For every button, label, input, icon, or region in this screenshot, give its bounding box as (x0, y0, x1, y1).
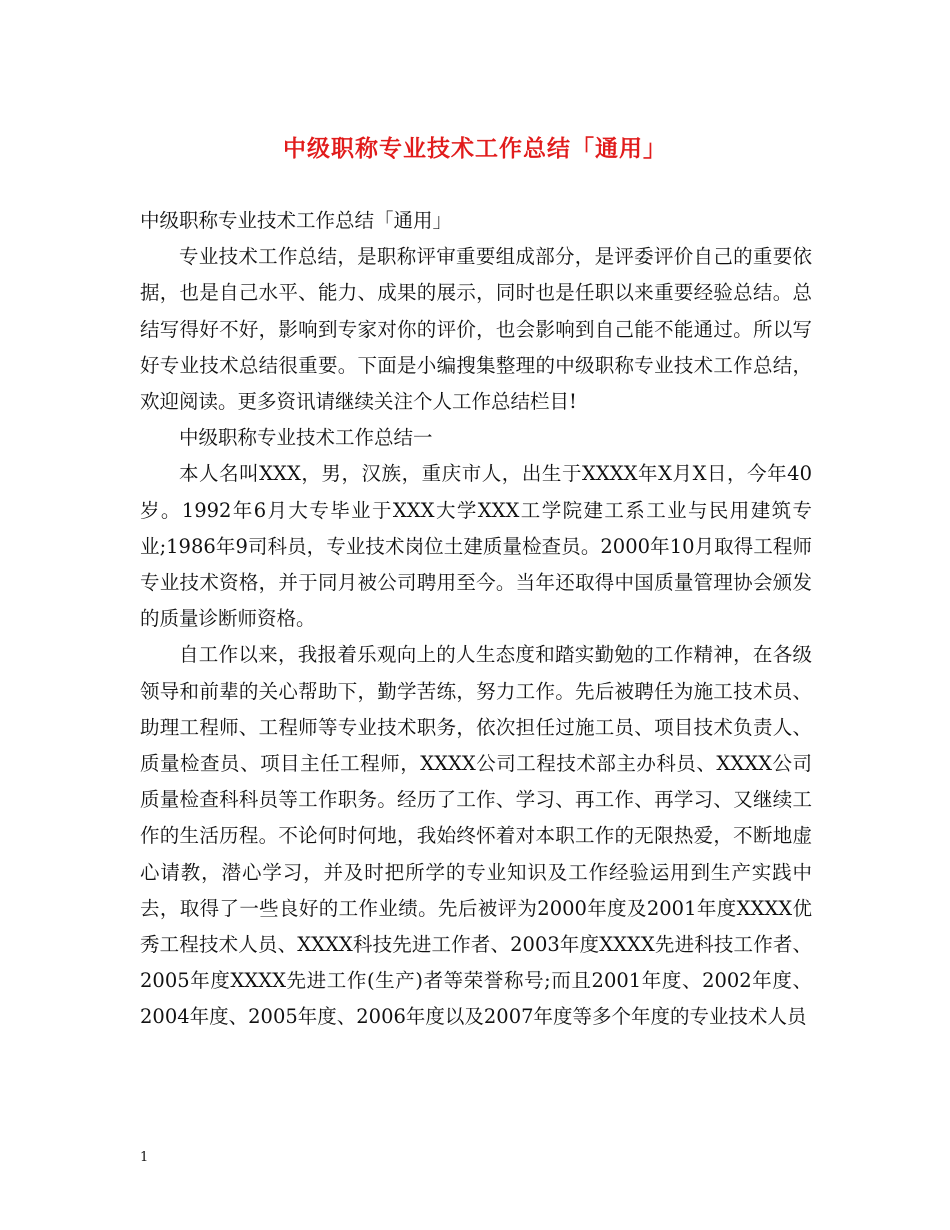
body-paragraph: 专业技术工作总结，是职称评审重要组成部分，是评委评价自己的重要依据，也是自己水平、能力、成果的展示，同时也是任职以来重要经验总结。总结写得好不好，影响到专家对你的评价，也会影响到自己能不能通过。所以写好专业技术总结很重要。下面是小编搜集整理的中级职称专业技术工作总结，欢迎阅读。更多资讯请继续关注个人工作总结栏目! (140, 245, 812, 414)
section-heading: 中级职称专业技术工作总结一 (179, 426, 433, 450)
document-title: 中级职称专业技术工作总结「通用」 (283, 135, 667, 162)
page-number: 1 (140, 1150, 149, 1165)
body-paragraph: 自工作以来，我报着乐观向上的人生态度和踏实勤勉的工作精神，在各级领导和前辈的关心帮助下，勤学苦练，努力工作。先后被聘任为施工技术员、助理工程师、工程师等专业技术职务，依次担任过施工员、项目技术负责人、质量检查员、项目主任工程师，XXXX公司工程技术部主办科员、XXXX公司质量检查科科员等工作职务。经历了工作、学习、再工作、再学习、又继续工作的生活历程。不论何时何地，我始终怀着对本职工作的无限热爱，不断地虚心请教，潜心学习，并及时把所学的专业知识及工作经验运用到生产实践中去，取得了一些良好的工作业绩。先后被评为2000年度及2001年度XXXX优秀工程技术人员、XXXX科技先进工作者、2003年度XXXX先进科技工作者、2005年度XXXX先进工作(生产)者等荣誉称号;而且2001年度、2002年度、2004年度、2005年度、2006年度以及2007年度等多个年度的专业技术人员 (140, 643, 812, 1029)
document-body (140, 203, 812, 1036)
body-paragraph: 本人名叫XXX，男，汉族，重庆市人，出生于XXXX年X月X日，今年40岁。1992年6月大专毕业于XXX大学XXX工学院建工系工业与民用建筑专业;1986年9司科员，专业技术岗位土建质量检查员。2000年10月取得工程师专业技术资格，并于同月被公司聘用至今。当年还取得中国质量管理协会颁发的质量诊断师资格。 (140, 462, 812, 631)
body-paragraph: 中级职称专业技术工作总结「通用」 (140, 209, 453, 232)
